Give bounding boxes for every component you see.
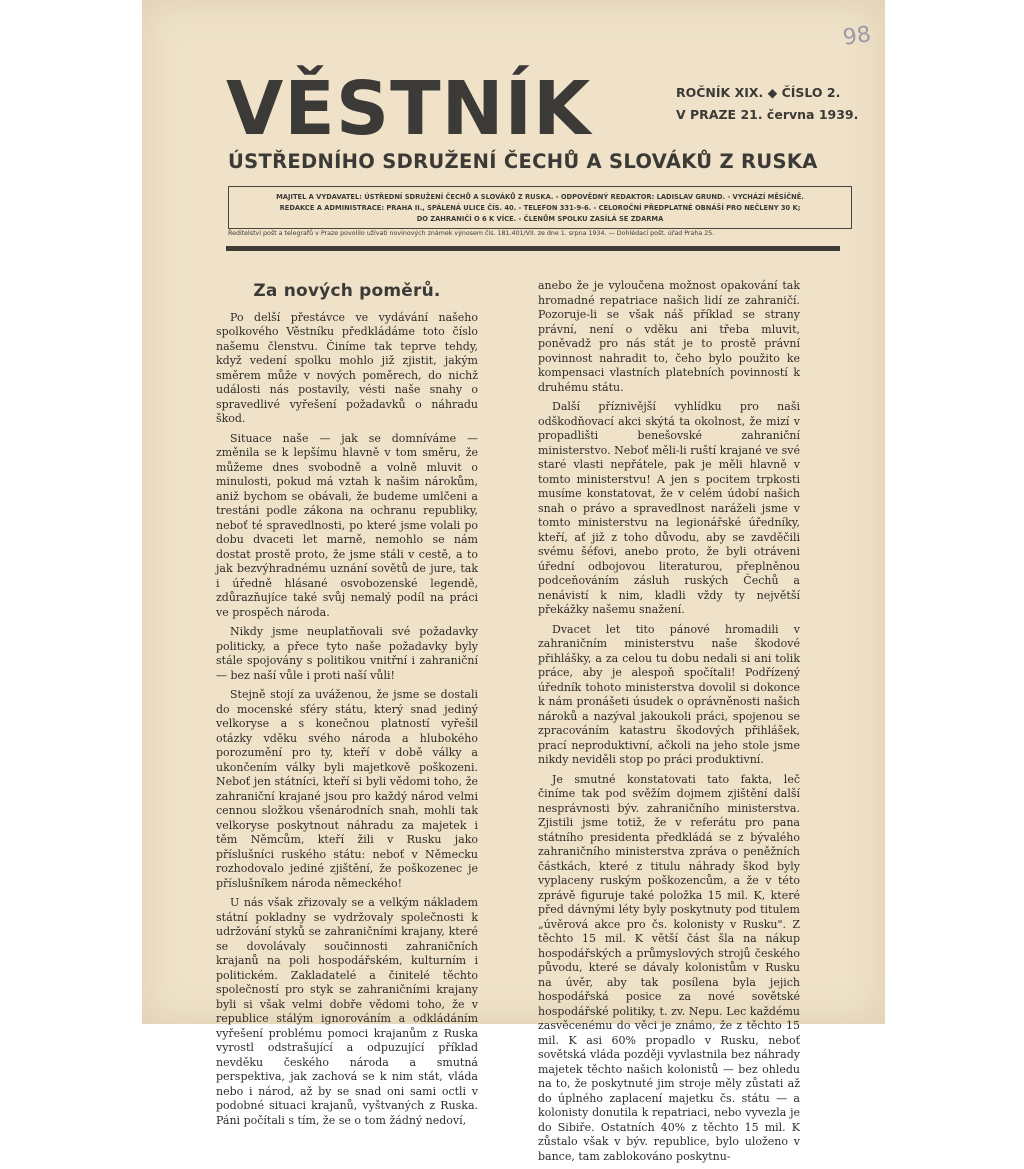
- handwritten-mark: 98: [841, 22, 873, 51]
- paragraph: Další příznivější vyhlídku pro naši odškodňovací akci skýtá ta okolnost, že mizí v propadlišti benešovské zahraniční ministerstvo. Neboť měli-li ruští krajané ve své staré vlasti nepřátele, pak je měli hlavně v tomto ministerstvu! A jen s pocitem trpkosti musíme konstatovat, že v celém údobí našich snah o právo a spravedlnost naráželi jsme v tomto ministerstvu na legionářské úředníky, kteří, ať již z toho důvodu, aby se zavděčili svému šéfovi, anebo proto, že byli otráveni úřední odbojovou literaturou, přeplněnou podceňováním zásluh ruských Čechů a nenávistí k nim, kladli vždy ty největší překážky našemu snažení.: [538, 400, 800, 616]
- date-line: V PRAZE 21. června 1939.: [676, 107, 859, 122]
- subscription-line: DO ZAHRANIČÍ O 6 K VÍCE. - ČLENŮM SPOLKU ZASÍLÁ SE ZDARMA: [416, 215, 664, 223]
- paragraph: U nás však zřizovaly se a velkým nákladem státní pokladny se vydržovaly společnosti k udržování styků se zahraničními krajany, které se dovolávaly součinnosti zahraničních krajanů na poli hospodářském, kulturním i politickém. Zakladatelé a činitelé těchto společností pro styk se zahraničními krajany byli si však velmi dobře vědomi toho, že v republice stálým ignorováním a odkládáním vyřešení problému pomoci krajanům z Ruska vyrostl odstrašující a odpuzující příklad nevděku českého národa a smutná perspektiva, jak zachová se k nim stát, vláda nebo i národ, až by se snad oni sami octli v podobné situaci krajanů, vyštvaných z Ruska. Páni počítali s tím, že se o tom žádný nedoví,: [216, 896, 478, 1127]
- paragraph: anebo že je vyloučena možnost opakování tak hromadné repatriace našich lidí ze zahraničí. Pozoruje-li se však náš příklad se strany právní, není o vděku ani třeba mluvit, poněvadž pro nás stát je to prostě právní povinnost nahradit to, čeho bylo použito ke kompensaci vlastních platebních povinností k druhému státu.: [538, 279, 800, 394]
- publisher-line: MAJITEL A VYDAVATEL: ÚSTŘEDNÍ SDRUŽENÍ ČECHŮ A SLOVÁKŮ Z RUSKA. - ODPOVĚDNÝ REDAKTOR: LADISLAV GRUND. - VYCHÁZÍ MĚSÍČNĚ.: [276, 193, 804, 201]
- issue-info: [676, 82, 858, 126]
- masthead-divider: [226, 246, 840, 251]
- paragraph: Stejně stojí za uváženou, že jsme se dostali do mocenské sféry státu, který snad jediný velkoryse a s konečnou platností vyřešil otázky vděku svého národa a hlubokého porozumění pro ty, kteří v době války a ukončením války byli majetkově poškozeni. Neboť jen státníci, kteří si byli vědomi toho, že zahraniční krajané jsou pro každý národ velmi cennou složkou všenárodních snah, mohli tak velkoryse poskytnout náhradu za majetek i těm Němcům, kteří žili v Rusku jako příslušníci ruského státu: neboť v Německu rozhodovalo jediné zjištění, že poškozenec je příslušníkem národa německého!: [216, 688, 478, 890]
- paragraph: Situace naše — jak se domníváme — změnila se k lepšímu hlavně v tom směru, že můžeme dnes svobodně a volně mluvit o minulosti, pokud má vztah k našim nárokům, aniž bychom se obávali, že budeme umlčeni a trestáni podle zákona na ochranu republiky, neboť té spravedlnosti, po které jsme volali po dobu dvaceti let marně, nemohlo se nám dostat prostě proto, že jsme stáli v cestě, a to jak bezvýhradnému uznání sovětů de jure, tak i úředně hlásané osvobozenské legendě, zdůrazňujíce také svůj nemalý podíl na práci ve prospěch národa.: [216, 431, 478, 619]
- article-headline: Za nových poměrů.: [253, 281, 441, 301]
- administration-line: REDAKCE A ADMINISTRACE: PRAHA II., SPÁLENÁ ULICE ČÍS. 40. - TELEFON 331-9-6. - CELOROČNÍ PŘEDPLATNÉ OBNÁŠÍ PRO NEČLENY 30 K;: [279, 204, 801, 212]
- masthead-title: VĚSTNÍK: [226, 66, 592, 152]
- paragraph: Dvacet let tito pánové hromadili v zahraničním ministerstvu naše škodové přihlášky, a za celou tu dobu nedali si ani tolik práce, aby je alespoň spočítali! Podřízený úředník tohoto ministerstva dovolil si dokonce k nám pronášeti úsudek o oprávněnosti našich nároků a nazýval jakoukoli práci, spojenou se zpracováním katastru škodových přihlášek, prací neproduktivní, ačkoli na jeho stole jsme nikdy neviděli stop po práci produktivní.: [538, 622, 800, 766]
- issue-line: ROČNÍK XIX. ◆ ČÍSLO 2.: [676, 85, 841, 100]
- paragraph: Je smutné konstatovati tato fakta, leč činíme tak pod svěžím dojmem zjištění další nesprávnosti býv. zahraničního ministerstva. Zjistili jsme totiž, že v referátu pro pana státního presidenta předkládá se z bývalého zahraničního ministerstva zpráva o peněžních částkách, které z titulu náhrady škod byly vyplaceny ruským poškozencům, a že v této zprávě figuruje také položka 15 mil. K, které před dávnými léty byly poskytnuty pod titulem „úvěrová akce pro čs. kolonisty v Rusku". Z těchto 15 mil. K větší část šla na nákup hospodářských a průmyslových strojů českého původu, které se dávaly kolonistům v Rusku na úvěr, aby tak posílena byla jejich hospodářská posice za nové sovětské hospodářské politiky, t. zv. Nepu. Lec každému zasvěcenému do věci je známo, že z těchto 15 mil. K asi 60% propadlo v Rusku, neboť sovětská vláda později vyvlastnila bez náhrady majetek těchto našich kolonistů — bez ohledu na to, že poskytnuté jim stroje měly zůstati až do úplného zaplacení majetku čs. státu — a kolonisty donutila k repatriaci, nebo vyvezla je do Sibiře. Ostatních 40% z těchto 15 mil. K zůstalo však v býv. republice, bylo uloženo v bance, tam zablokováno poskytnu-: [538, 772, 800, 1163]
- article-column-right: [538, 279, 800, 1169]
- masthead-subtitle: ÚSTŘEDNÍHO SDRUŽENÍ ČECHŮ A SLOVÁKŮ Z RUSKA: [228, 150, 818, 173]
- article-column-left: [216, 272, 478, 1133]
- publisher-info-box: [228, 186, 852, 229]
- paragraph: Po delší přestávce ve vydávání našeho spolkového Věstníku předkládáme toto číslo našemu členstvu. Činíme tak teprve tehdy, když vedení spolku mohlo již zjistit, jakým směrem může v nových poměrech, do nichž události nás postavily, vésti naše snahy o spravedlivé vyřešení požadavků o náhradu škod.: [216, 310, 478, 425]
- postal-permit-note: Ředitelství pošt a telegrafů v Praze povolilo užívati novinových známek výnosem čís. 181.401/VII. ze dne 1. srpna 1934. — Dohlédací pošt. úřad Praha 25.: [228, 230, 715, 237]
- newspaper-page: [142, 0, 885, 1163]
- paragraph: Nikdy jsme neuplatňovali své požadavky politicky, a přece tyto naše požadavky byly stále spojovány s politikou vnitřní i zahraniční — bez naší vůle i proti naší vůli!: [216, 625, 478, 682]
